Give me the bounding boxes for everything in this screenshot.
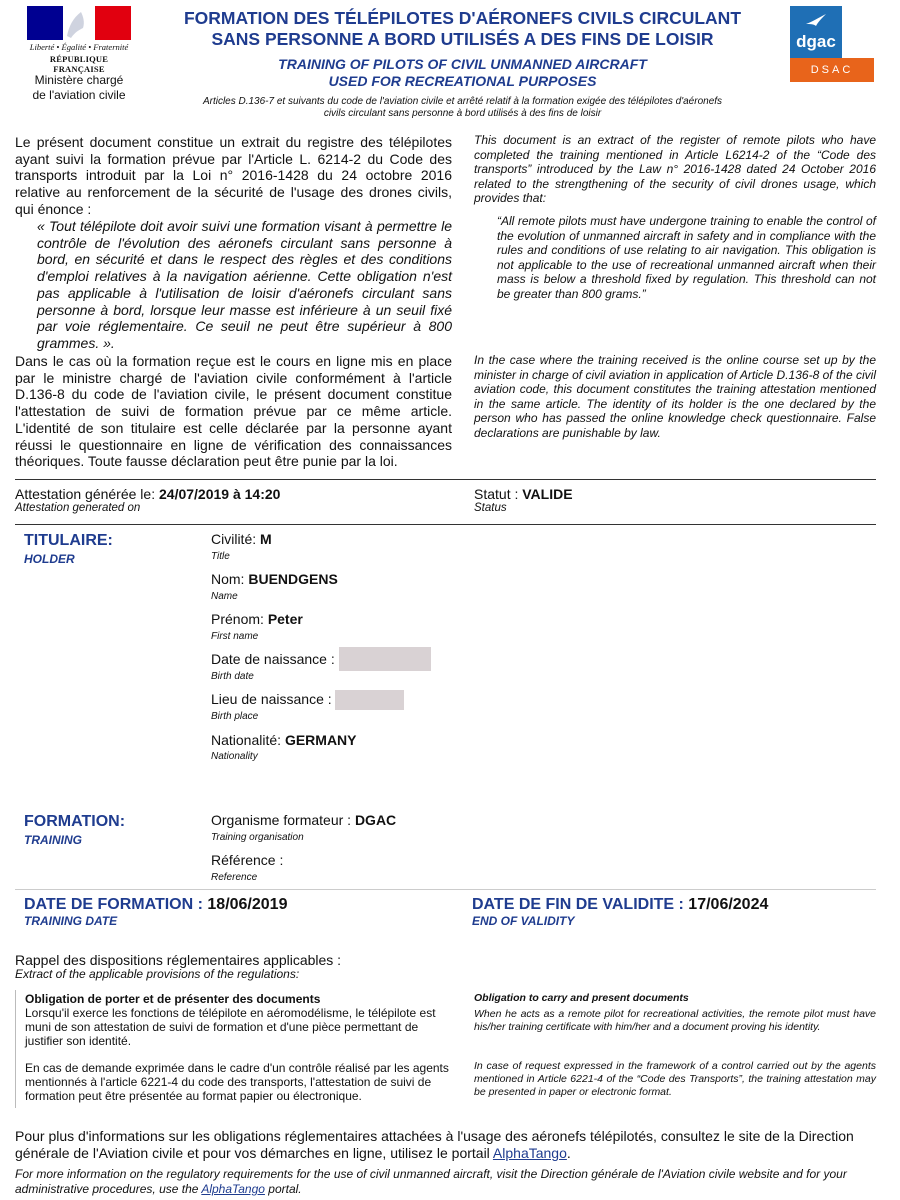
provisions-fr-paragraph-1: Lorsqu'il exerce les fonctions de télépilote en aéromodélisme, le télépilote est muni de son attestation de suivi de formation et d'une pièce permettant de justifier son identité. (25, 1006, 436, 1048)
name-field: Nom: BUENDGENS (211, 571, 338, 587)
plane-icon (804, 12, 828, 28)
provisions-title: Rappel des dispositions réglementaires applicables : (15, 952, 342, 968)
redacted-birth-place (335, 690, 404, 710)
redacted-birth-date (339, 647, 431, 671)
intro-en-paragraph-1: This document is an extract of the register of remote pilots who have completed the training mentioned in Article L6214-2 of the “Code des transports” introduced by the Law n° 2016-1428 dated 24 October 2016 related to the strengthening of the security of civil drones usage, which provides that: (474, 133, 876, 205)
footer-en: For more information on the regulatory requirements for the use of civil unmanned aircraft, visit the Direction générale de l'Aviation civile website and for your administrative procedures, use the AlphaTango portal. (15, 1167, 847, 1196)
attestation-generated: Attestation générée le: 24/07/2019 à 14:20 (15, 486, 281, 502)
status: Statut : VALIDE (474, 486, 573, 502)
republic-motto: Liberté • Égalité • Fraternité (29, 42, 129, 52)
validity-date: DATE DE FIN DE VALIDITE : 17/06/2024 (472, 896, 769, 913)
provisions-sub: Extract of the applicable provisions of the regulations: (15, 967, 300, 981)
birth-place-field: Lieu de naissance : (211, 691, 332, 707)
alphatango-link-en[interactable]: AlphaTango (201, 1182, 265, 1196)
civility-field: Civilité: M (211, 531, 272, 547)
divider (15, 479, 876, 480)
intro-en-paragraph-2: In the case where the training received is the online course set up by the minister in charge of civil aviation in application of Article D.136-8 of the civil aviation code, this document constitutes the training attestation mentioned in the same article. The identity of its holder is the one declared by the person who has passed the online knowledge check questionnaire. False declarations are punishable by law. (474, 353, 876, 440)
divider (15, 524, 876, 525)
nationality-sub: Nationality (211, 751, 258, 762)
training-sub: TRAINING (24, 833, 82, 847)
attestation-generated-sub: Attestation generated on (15, 502, 141, 514)
name-sub: Name (211, 591, 238, 602)
alphatango-link[interactable]: AlphaTango (492, 1145, 567, 1161)
status-sub: Status (474, 502, 507, 514)
validity-date-sub: END OF VALIDITY (472, 914, 575, 928)
training-date-sub: TRAINING DATE (24, 914, 118, 928)
birth-date-field: Date de naissance : (211, 651, 335, 667)
footer-fr: Pour plus d'informations sur les obligations réglementaires attachées à l'usage des aéronefs télépilotés, consultez le site de la Direction générale de l'Aviation civile et pour vos démarches en ligne, utilisez le portail AlphaTango. (15, 1128, 854, 1161)
training-org-field: Organisme formateur : DGAC (211, 812, 397, 828)
intro-fr-paragraph-2: Dans le cas où la formation reçue est le cours en ligne mis en place par le ministre chargé de l'aviation civile conformément à l'article D.136-8 du code de l'aviation civile, le présent document constitue l'attestation de suivi de formation prévue par ce même article. L'identité de son titulaire est celle déclarée par la personne ayant réussi le questionnaire en ligne de vérification des connaissances théoriques. Toute fausse déclaration peut être punie par la loi. (15, 353, 452, 470)
first-name-field: Prénom: Peter (211, 611, 303, 627)
divider (15, 889, 876, 890)
training-date: DATE DE FORMATION : 18/06/2019 (24, 896, 288, 913)
holder-sub: HOLDER (24, 552, 75, 566)
provisions-bar (15, 990, 16, 1108)
intro-en-quote: “All remote pilots must have undergone training to enable the control of the evolution of unmanned aircraft in safety and in compliance with the rules and conditions of use relating to air navigation. This obligation is not applicable to the use of recreational unmanned aircraft when their mass is below a threshold fixed by regulation. This threshold can not be greater than 800 grams.” (497, 214, 876, 301)
first-name-sub: First name (211, 631, 259, 642)
dgac-logo: dgac (790, 6, 842, 58)
republic-name: RÉPUBLIQUE FRANÇAISE (49, 54, 109, 74)
title-english: TRAINING OF PILOTS OF CIVIL UNMANNED AIRCRAFT USED FOR RECREATIONAL PURPOSES (278, 56, 647, 89)
intro-fr-paragraph-1: Le présent document constitue un extrait du registre des télépilotes ayant suivi la formation prévue par l'Article L. 6214-2 du Code des transports introduit par la Loi n° 2016-1428 du 24 octobre 2016 relative au renforcement de la sécurité de l'usage des drones civils, qui énonce : (15, 134, 452, 217)
provisions-en-heading: Obligation to carry and present documents (474, 992, 689, 1004)
intro-fr-quote: « Tout télépilote doit avoir suivi une formation visant à permettre le contrôle de l'évolution des aéronefs circulant sans personne à bord, en sécurité et dans le respect des règles et des conditions d'emploi relatives à la navigation aérienne. Cette obligation n'est pas applicable à l'utilisation de loisir d'aéronefs circulant sans personne à bord, lorsque leur masse est inférieure à un seuil fixé par voie réglementaire. Ce seuil ne peut être supérieur à 800 grammes. ». (37, 218, 452, 351)
reference-sub: Reference (211, 872, 258, 883)
provisions-fr-paragraph-2: En cas de demande exprimée dans le cadre d'un contrôle réalisé par les agents mentionnés à l'article 6221-4 du code des transports, l'attestation de suivi de formation peut être présentée au format papier ou électronique. (25, 1061, 449, 1103)
provisions-en-paragraph-2: In case of request expressed in the framework of a control carried out by the agents mentioned in Article 6221-4 of the “Code des Transports”, the training attestation may be presented in paper or electronic format. (474, 1060, 876, 1098)
civility-sub: Title (211, 551, 230, 562)
training-title: FORMATION: (24, 813, 126, 830)
title-french: FORMATION DES TÉLÉPILOTES D'AÉRONEFS CIVILS CIRCULANT SANS PERSONNE A BORD UTILISÉS A DES FINS DE LOISIR (183, 8, 742, 49)
document-header (0, 0, 900, 120)
reference-field: Référence : (211, 852, 284, 868)
training-org-sub: Training organisation (211, 832, 304, 843)
legal-articles: Articles D.136-7 et suivants du code de l'aviation civile et arrêté relatif à la formation exigée des télépilotes d'aéronefs civils circulant sans personne à bord utilisés à des fins de loisir (202, 96, 723, 119)
marianne-logo (27, 6, 131, 40)
ministry-name: Ministère chargé de l'aviation civile (32, 73, 126, 102)
provisions-en-paragraph-1: When he acts as a remote pilot for recreational activities, the remote pilot must have his/her training certificate with him/her and a document proving his identity. (474, 1008, 876, 1033)
birth-place-sub: Birth place (211, 711, 259, 722)
provisions-fr-heading: Obligation de porter et de présenter des documents (25, 992, 321, 1006)
birth-date-sub: Birth date (211, 671, 254, 682)
nationality-field: Nationalité: GERMANY (211, 732, 357, 748)
dsac-label: DSAC (790, 58, 874, 82)
holder-title: TITULAIRE: (24, 532, 113, 549)
